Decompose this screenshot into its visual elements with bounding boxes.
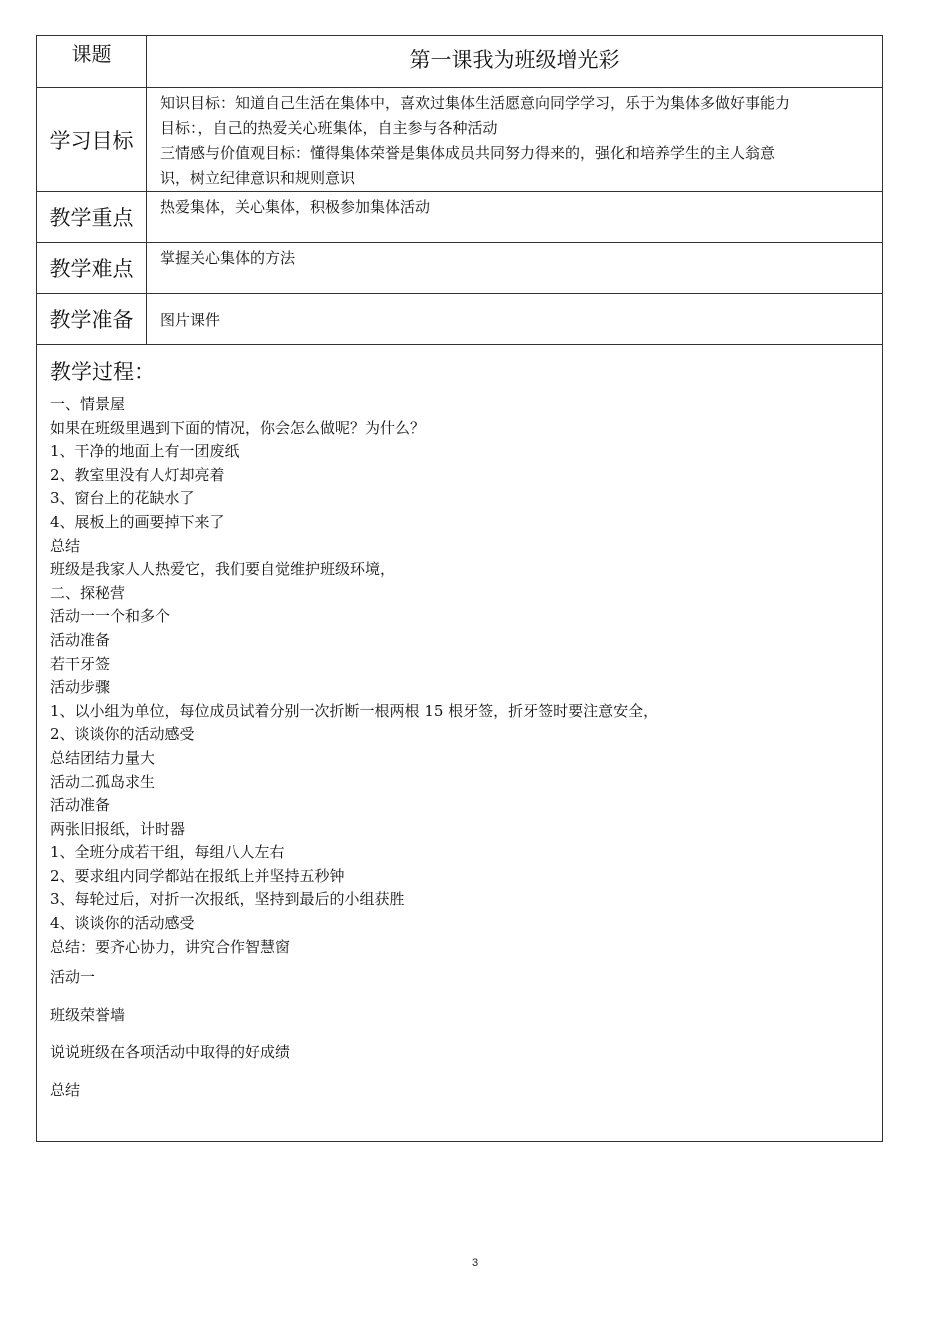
goals-line: 识，树立纪律意识和规则意识 <box>160 169 356 187</box>
process-line: 总结：要齐心协力，讲究合作智慧窗 <box>50 937 291 956</box>
page-number: 3 <box>471 1257 479 1269</box>
goals-label: 学习目标 <box>37 88 147 192</box>
process-line: 2、要求组内同学都站在报纸上并坚持五秒钟 <box>50 866 345 885</box>
goals-line: 知识目标：知道自己生活在集体中，喜欢过集体生活愿意向同学学习，乐于为集体多做好事能力 <box>160 94 791 112</box>
process-line: 1、干净的地面上有一团废纸 <box>50 442 240 461</box>
process-line: 班级是我家人人热爱它，我们要自觉维护班级环境， <box>50 560 396 579</box>
process-line: 1、全班分成若干组，每组八人左右 <box>50 843 285 862</box>
process-line: 总结团结力量大 <box>50 748 156 767</box>
process-line: 1、以小组为单位，每位成员试着分别一次折断一根两根 15 根牙签，折牙签时要注意安全， <box>50 701 659 720</box>
difficulty-label: 教学难点 <box>37 243 147 294</box>
process-line: 如果在班级里遇到下面的情况，你会怎么做呢？为什么？ <box>50 418 426 437</box>
prep-content: 图片课件 <box>147 294 883 345</box>
process-tail-line: 班级荣誉墙 <box>50 1005 126 1024</box>
process-line: 活动准备 <box>50 630 111 649</box>
process-line: 二、探秘营 <box>50 583 126 602</box>
title-row <box>37 36 883 88</box>
process-line: 活动二孤岛求生 <box>50 772 156 791</box>
process-line: 活动一一个和多个 <box>50 607 171 626</box>
process-line: 总结 <box>50 536 81 555</box>
goals-row <box>37 88 883 192</box>
process-line: 2、谈谈你的活动感受 <box>50 725 195 744</box>
difficulty-row <box>37 243 883 294</box>
prep-row <box>37 294 883 345</box>
teaching-process <box>37 345 883 1142</box>
lesson-plan-table <box>36 35 883 1142</box>
process-line: 3、每轮过后，对折一次报纸，坚持到最后的小组获胜 <box>50 890 405 909</box>
goals-line: 三情感与价值观目标：懂得集体荣誉是集体成员共同努力得来的，强化和培养学生的主人翁意 <box>160 144 776 162</box>
process-line: 3、窗台上的花缺水了 <box>50 489 195 508</box>
process-line: 4、谈谈你的活动感受 <box>50 914 195 933</box>
process-heading: 教学过程： <box>50 360 155 384</box>
goals-line: 目标：，自己的热爱关心班集体，自主参与各种活动 <box>160 119 498 137</box>
process-line: 2、教室里没有人灯却亮着 <box>50 465 225 484</box>
focus-label: 教学重点 <box>37 192 147 243</box>
process-tail-line: 活动一 <box>50 968 96 987</box>
process-line: 一、情景屋 <box>50 395 126 413</box>
prep-label: 教学准备 <box>37 294 147 345</box>
process-tail-line: 总结 <box>50 1080 81 1099</box>
process-line: 若干牙签 <box>50 654 111 673</box>
title-label: 课题 <box>37 36 147 88</box>
process-row <box>37 345 883 1142</box>
focus-content: 热爱集体，关心集体，积极参加集体活动 <box>147 192 883 243</box>
process-line: 活动准备 <box>50 796 111 815</box>
process-line: 两张旧报纸，计时器 <box>50 819 186 838</box>
process-lines <box>50 393 872 959</box>
difficulty-content: 掌握关心集体的方法 <box>147 243 883 294</box>
process-line: 活动步骤 <box>50 678 111 697</box>
focus-row <box>37 192 883 243</box>
process-line: 4、展板上的画要掉下来了 <box>50 512 225 531</box>
process-tail <box>50 959 872 1109</box>
process-tail-line: 说说班级在各项活动中取得的好成绩 <box>50 1043 291 1062</box>
lesson-title: 第一课我为班级增光彩 <box>147 36 883 88</box>
goals-content <box>147 88 883 192</box>
